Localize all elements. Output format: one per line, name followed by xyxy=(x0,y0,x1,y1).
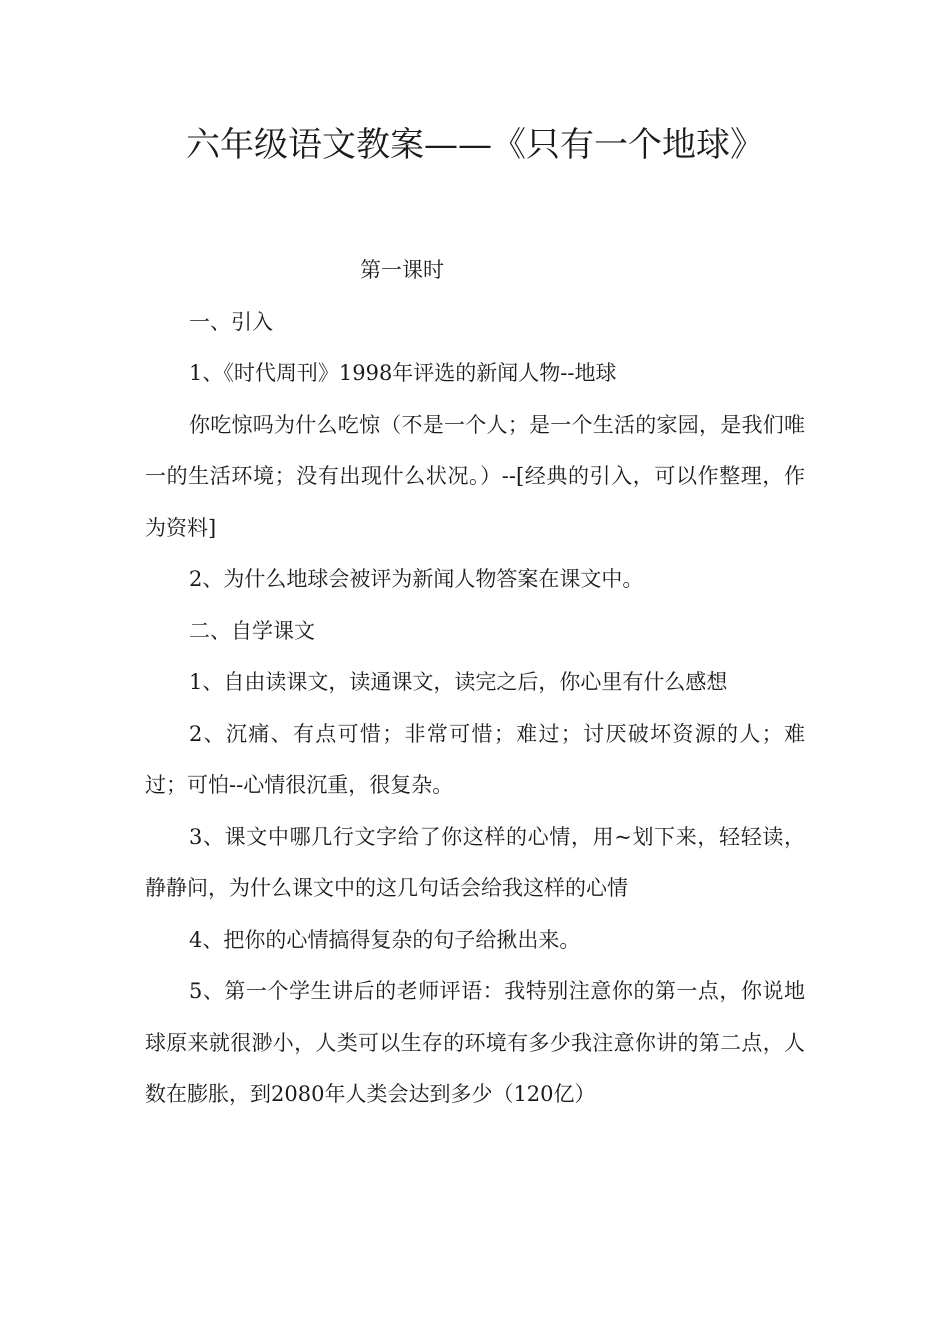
paragraph: 你吃惊吗为什么吃惊（不是一个人；是一个生活的家园，是我们唯一的生活环境；没有出现什么状况。）--[经典的引入，可以作整理，作为资料] xyxy=(145,412,805,540)
paragraph: 1、《时代周刊》1998年评选的新闻人物--地球 xyxy=(189,361,617,385)
lesson-heading: 第一课时 xyxy=(360,258,444,282)
paragraph: 2、为什么地球会被评为新闻人物答案在课文中。 xyxy=(189,567,644,591)
section-heading-self-study: 二、自学课文 xyxy=(189,618,315,643)
document-body xyxy=(145,245,805,1121)
paragraph: 1、自由读课文，读通课文，读完之后，你心里有什么感想 xyxy=(189,670,728,694)
paragraph: 4、把你的心情搞得复杂的句子给揪出来。 xyxy=(189,927,581,952)
paragraph: 3、课文中哪几行文字给了你这样的心情，用~划下来，轻轻读，静静问，为什么课文中的这几句话会给我这样的心情 xyxy=(145,824,805,900)
paragraph: 2、沉痛、有点可惜；非常可惜；难过；讨厌破坏资源的人；难过；可怕--心情很沉重，很复杂。 xyxy=(145,721,805,797)
paragraph: 5、第一个学生讲后的老师评语：我特别注意你的第一点，你说地球原来就很渺小，人类可以生存的环境有多少我注意你讲的第二点，人数在膨胀，到2080年人类会达到多少（120亿） xyxy=(145,979,805,1106)
document-title: 六年级语文教案——《只有一个地球》 xyxy=(186,125,764,165)
section-heading-intro: 一、引入 xyxy=(189,309,273,334)
